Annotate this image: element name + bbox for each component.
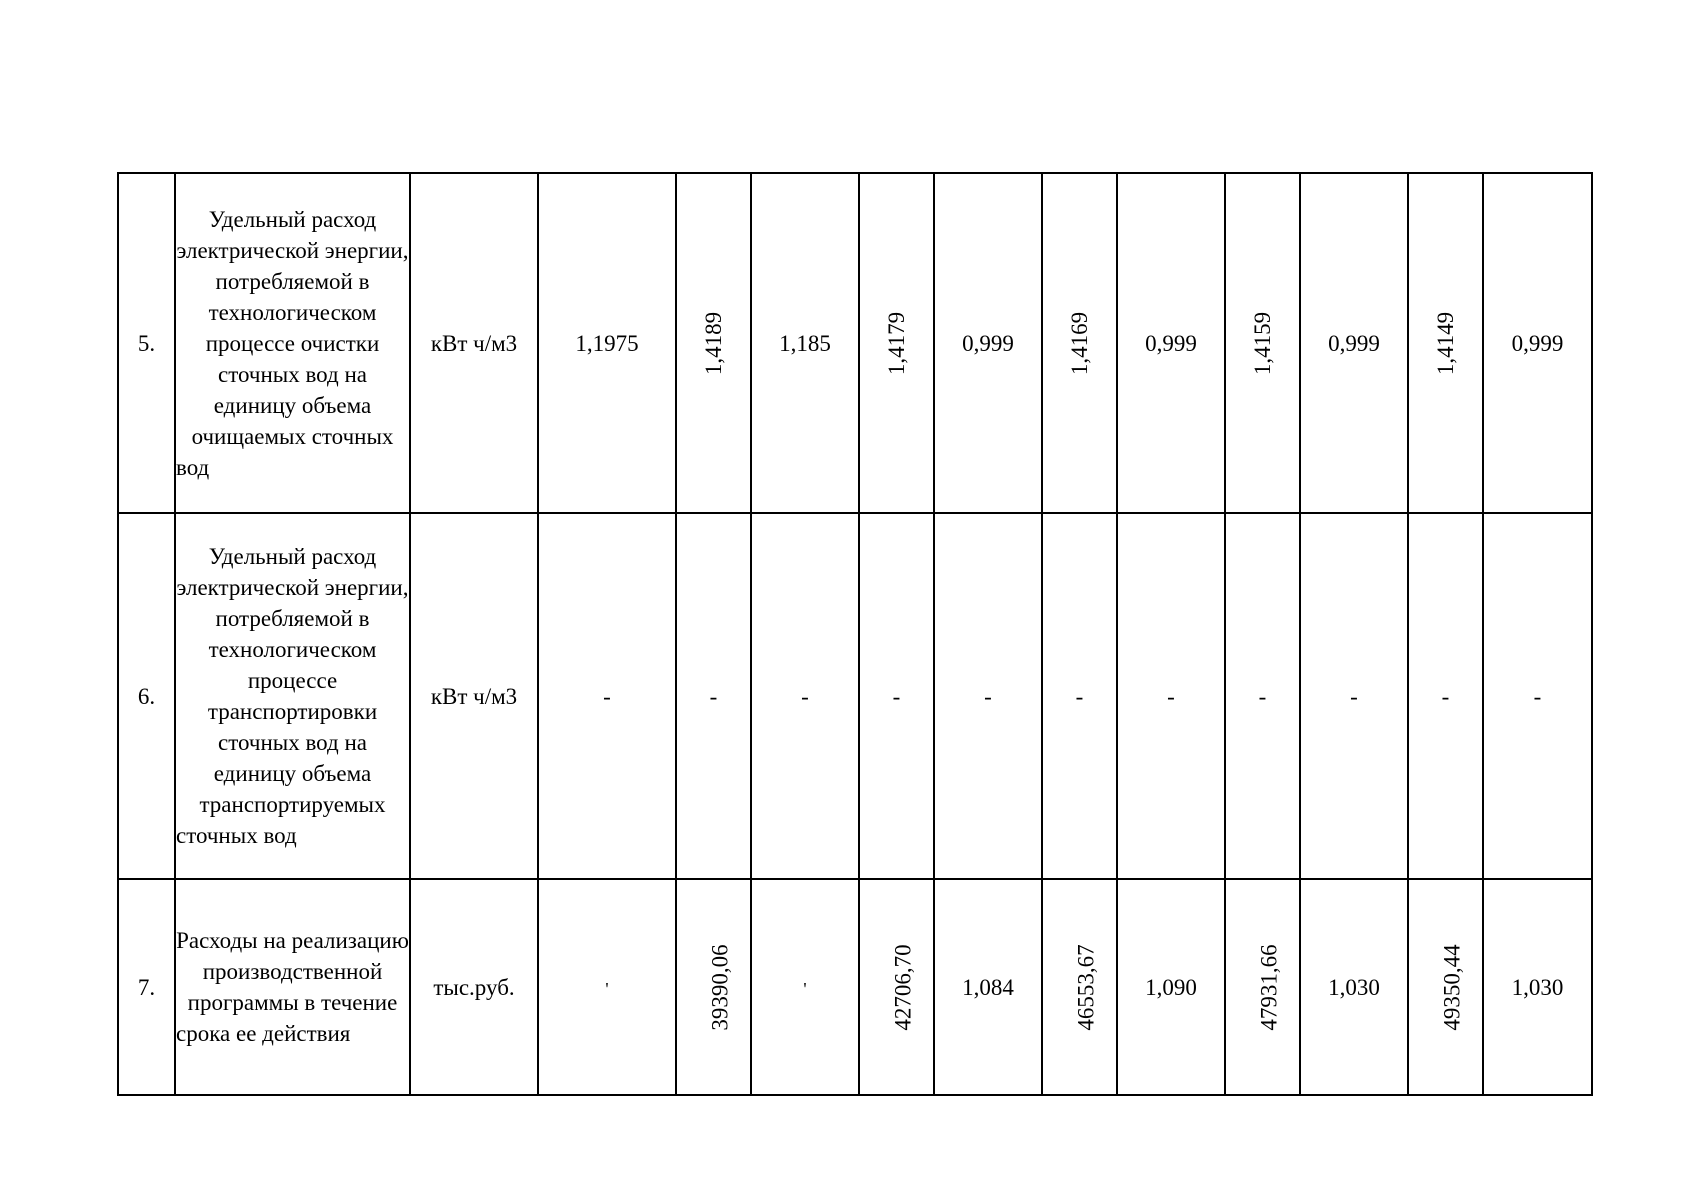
row-unit: кВт ч/м3	[410, 513, 538, 879]
value-cell-rotated: 1,4149	[1408, 173, 1483, 513]
row-description: Расходы на реализацию производственной программы в течение срока ее действия	[175, 879, 410, 1095]
value-cell: -	[934, 513, 1042, 879]
value-cell: 0,999	[1117, 173, 1225, 513]
value-cell: 1,1975	[538, 173, 676, 513]
row-unit: тыс.руб.	[410, 879, 538, 1095]
value-cell: 0,999	[1300, 173, 1408, 513]
value-cell: '	[751, 879, 859, 1095]
row-number: 7.	[118, 879, 175, 1095]
row-unit: кВт ч/м3	[410, 173, 538, 513]
table-row	[118, 879, 1592, 1095]
value-cell-rotated: 47931,66	[1225, 879, 1300, 1095]
row-number: 5.	[118, 173, 175, 513]
value-cell-rotated: 1,4169	[1042, 173, 1117, 513]
value-cell-rotated: 1,4179	[859, 173, 934, 513]
value-cell: 1,090	[1117, 879, 1225, 1095]
value-cell-rotated: 1,4159	[1225, 173, 1300, 513]
value-cell-rotated: 42706,70	[859, 879, 934, 1095]
table-row	[118, 173, 1592, 513]
row-description: Удельный расход электрической энергии, потребляемой в технологическом процессе очистки сточных вод на единицу объема очищаемых сточных вод	[175, 173, 410, 513]
value-cell-rotated: 49350,44	[1408, 879, 1483, 1095]
indicators-table	[117, 172, 1593, 1096]
value-cell-rotated: 46553,67	[1042, 879, 1117, 1095]
value-cell: -	[1042, 513, 1117, 879]
value-cell: -	[751, 513, 859, 879]
value-cell: -	[1300, 513, 1408, 879]
value-cell-rotated: 1,4189	[676, 173, 751, 513]
value-cell: '	[538, 879, 676, 1095]
value-cell: -	[538, 513, 676, 879]
value-cell: -	[1483, 513, 1592, 879]
value-cell: 1,185	[751, 173, 859, 513]
value-cell: 1,084	[934, 879, 1042, 1095]
value-cell: 0,999	[1483, 173, 1592, 513]
value-cell: -	[1408, 513, 1483, 879]
row-number: 6.	[118, 513, 175, 879]
value-cell: 1,030	[1300, 879, 1408, 1095]
value-cell-rotated: 39390,06	[676, 879, 751, 1095]
value-cell: -	[1117, 513, 1225, 879]
value-cell: -	[676, 513, 751, 879]
value-cell: -	[1225, 513, 1300, 879]
table-row	[118, 513, 1592, 879]
value-cell: -	[859, 513, 934, 879]
value-cell: 0,999	[934, 173, 1042, 513]
value-cell: 1,030	[1483, 879, 1592, 1095]
row-description: Удельный расход электрической энергии, потребляемой в технологическом процессе транспортировки сточных вод на единицу объема транспортируемых сточных вод	[175, 513, 410, 879]
